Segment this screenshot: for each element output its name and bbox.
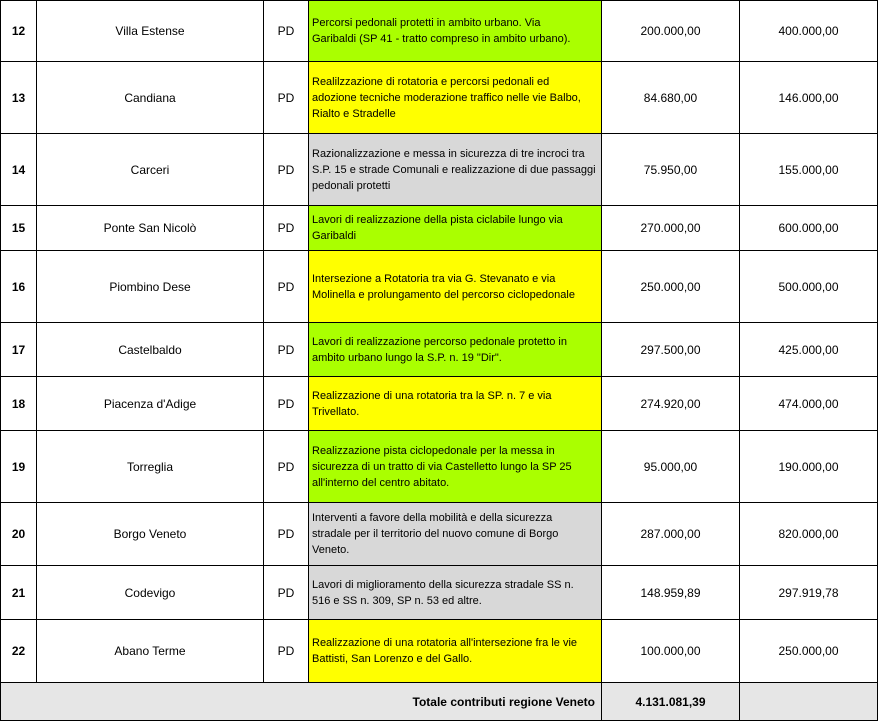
total-label: Totale contributi regione Veneto — [1, 683, 602, 721]
province-cell: PD — [264, 251, 309, 323]
province-cell: PD — [264, 566, 309, 620]
row-number: 17 — [1, 323, 37, 377]
description-cell — [309, 377, 602, 431]
contribution-cell: 274.920,00 — [602, 377, 740, 431]
table-row — [1, 323, 878, 377]
contribution-cell: 148.959,89 — [602, 566, 740, 620]
description-line: all'interno del centro abitato. — [312, 476, 450, 489]
total-cost-cell: 155.000,00 — [740, 134, 878, 206]
table-row — [1, 206, 878, 251]
description-line: Interventi a favore della mobilità e della sicurezza — [312, 512, 553, 524]
municipality-cell: Candiana — [37, 62, 264, 134]
description-line: ambito urbano lungo la S.P. n. 19 "Dir". — [312, 351, 502, 364]
municipality-cell: Ponte San Nicolò — [37, 206, 264, 251]
description-line: Rialto e Stradelle — [312, 107, 396, 120]
description-line: pedonali protetti — [312, 179, 391, 192]
table-row — [1, 431, 878, 503]
province-cell: PD — [264, 206, 309, 251]
description-line: S.P. 15 e strade Comunali e realizzazione di due passaggi — [312, 163, 596, 176]
table-row — [1, 620, 878, 683]
row-number: 14 — [1, 134, 37, 206]
row-number: 21 — [1, 566, 37, 620]
contribution-cell: 297.500,00 — [602, 323, 740, 377]
province-cell: PD — [264, 503, 309, 566]
municipality-cell: Castelbaldo — [37, 323, 264, 377]
description-line: Razionalizzazione e messa in sicurezza di tre incroci tra — [312, 147, 585, 160]
description-line: Intersezione a Rotatoria tra via G. Stevanato e via — [312, 272, 556, 285]
municipality-cell: Carceri — [37, 134, 264, 206]
contribution-cell: 75.950,00 — [602, 134, 740, 206]
description-line: Lavori di miglioramento della sicurezza stradale SS n. — [312, 578, 574, 591]
total-cost-cell: 400.000,00 — [740, 1, 878, 62]
description-line: Lavori di realizzazione percorso pedonale protetto in — [312, 335, 567, 348]
description-line: Trivellato. — [312, 405, 360, 418]
row-number: 19 — [1, 431, 37, 503]
table-row — [1, 1, 878, 62]
total-cost-cell: 500.000,00 — [740, 251, 878, 323]
description-cell — [309, 1, 602, 62]
table-row — [1, 251, 878, 323]
total-row — [1, 683, 878, 721]
total-cost-cell: 146.000,00 — [740, 62, 878, 134]
row-number: 20 — [1, 503, 37, 566]
description-line: Percorsi pedonali protetti in ambito urbano. Via — [312, 17, 541, 29]
contribution-cell: 95.000,00 — [602, 431, 740, 503]
row-number: 15 — [1, 206, 37, 251]
table-row — [1, 503, 878, 566]
total-cost-cell: 190.000,00 — [740, 431, 878, 503]
province-cell: PD — [264, 620, 309, 683]
row-number: 16 — [1, 251, 37, 323]
description-line: adozione tecniche moderazione traffico nelle vie Balbo, — [312, 91, 581, 104]
table-body — [1, 1, 878, 721]
contribution-cell: 84.680,00 — [602, 62, 740, 134]
total-cost-cell: 297.919,78 — [740, 566, 878, 620]
description-cell — [309, 431, 602, 503]
municipality-cell: Piombino Dese — [37, 251, 264, 323]
municipality-cell: Abano Terme — [37, 620, 264, 683]
table-row — [1, 62, 878, 134]
description-line: Veneto. — [312, 544, 350, 556]
total-value: 4.131.081,39 — [602, 683, 740, 721]
contribution-cell: 100.000,00 — [602, 620, 740, 683]
contribution-cell: 200.000,00 — [602, 1, 740, 62]
description-line: stradale per il territorio del nuovo comune di Borgo — [312, 528, 559, 540]
province-cell: PD — [264, 377, 309, 431]
municipality-cell: Borgo Veneto — [37, 503, 264, 566]
description-line: 516 e SS n. 309, SP n. 53 ed altre. — [312, 594, 482, 607]
total-cost-cell: 820.000,00 — [740, 503, 878, 566]
table-row — [1, 134, 878, 206]
total-cost-cell: 250.000,00 — [740, 620, 878, 683]
table-row — [1, 377, 878, 431]
description-line: Realizzazione di una rotatoria all'intersezione fra le vie — [312, 637, 578, 649]
contribution-cell: 270.000,00 — [602, 206, 740, 251]
description-line: Lavori di realizzazione della pista ciclabile lungo via — [312, 214, 563, 226]
description-cell — [309, 503, 602, 566]
table-row — [1, 566, 878, 620]
total-cost-cell: 425.000,00 — [740, 323, 878, 377]
province-cell: PD — [264, 323, 309, 377]
description-cell — [309, 251, 602, 323]
description-cell — [309, 206, 602, 251]
contribution-cell: 287.000,00 — [602, 503, 740, 566]
description-line: Garibaldi — [312, 230, 357, 242]
total-cost-cell: 474.000,00 — [740, 377, 878, 431]
description-line: sicurezza di un tratto di via Castelletto lungo la SP 25 — [312, 460, 572, 473]
description-line: Realilzzazione di rotatoria e percorsi pedonali ed — [312, 75, 550, 88]
description-line: Battisti, San Lorenzo e del Gallo. — [312, 653, 473, 665]
row-number: 18 — [1, 377, 37, 431]
row-number: 12 — [1, 1, 37, 62]
description-cell — [309, 323, 602, 377]
row-number: 13 — [1, 62, 37, 134]
description-cell — [309, 566, 602, 620]
municipality-cell: Villa Estense — [37, 1, 264, 62]
description-line: Molinella e prolungamento del percorso ciclopedonale — [312, 288, 575, 301]
empty-cell — [740, 683, 878, 721]
description-cell — [309, 62, 602, 134]
total-cost-cell: 600.000,00 — [740, 206, 878, 251]
municipality-cell: Codevigo — [37, 566, 264, 620]
description-line: Garibaldi (SP 41 - tratto compreso in ambito urbano). — [312, 33, 571, 45]
province-cell: PD — [264, 62, 309, 134]
description-cell — [309, 134, 602, 206]
row-number: 22 — [1, 620, 37, 683]
description-cell — [309, 620, 602, 683]
municipality-cell: Torreglia — [37, 431, 264, 503]
description-line: Realizzazione pista ciclopedonale per la messa in — [312, 444, 555, 457]
description-line: Realizzazione di una rotatoria tra la SP. n. 7 e via — [312, 389, 552, 402]
municipality-cell: Piacenza d'Adige — [37, 377, 264, 431]
province-cell: PD — [264, 431, 309, 503]
province-cell: PD — [264, 1, 309, 62]
province-cell: PD — [264, 134, 309, 206]
contribution-cell: 250.000,00 — [602, 251, 740, 323]
